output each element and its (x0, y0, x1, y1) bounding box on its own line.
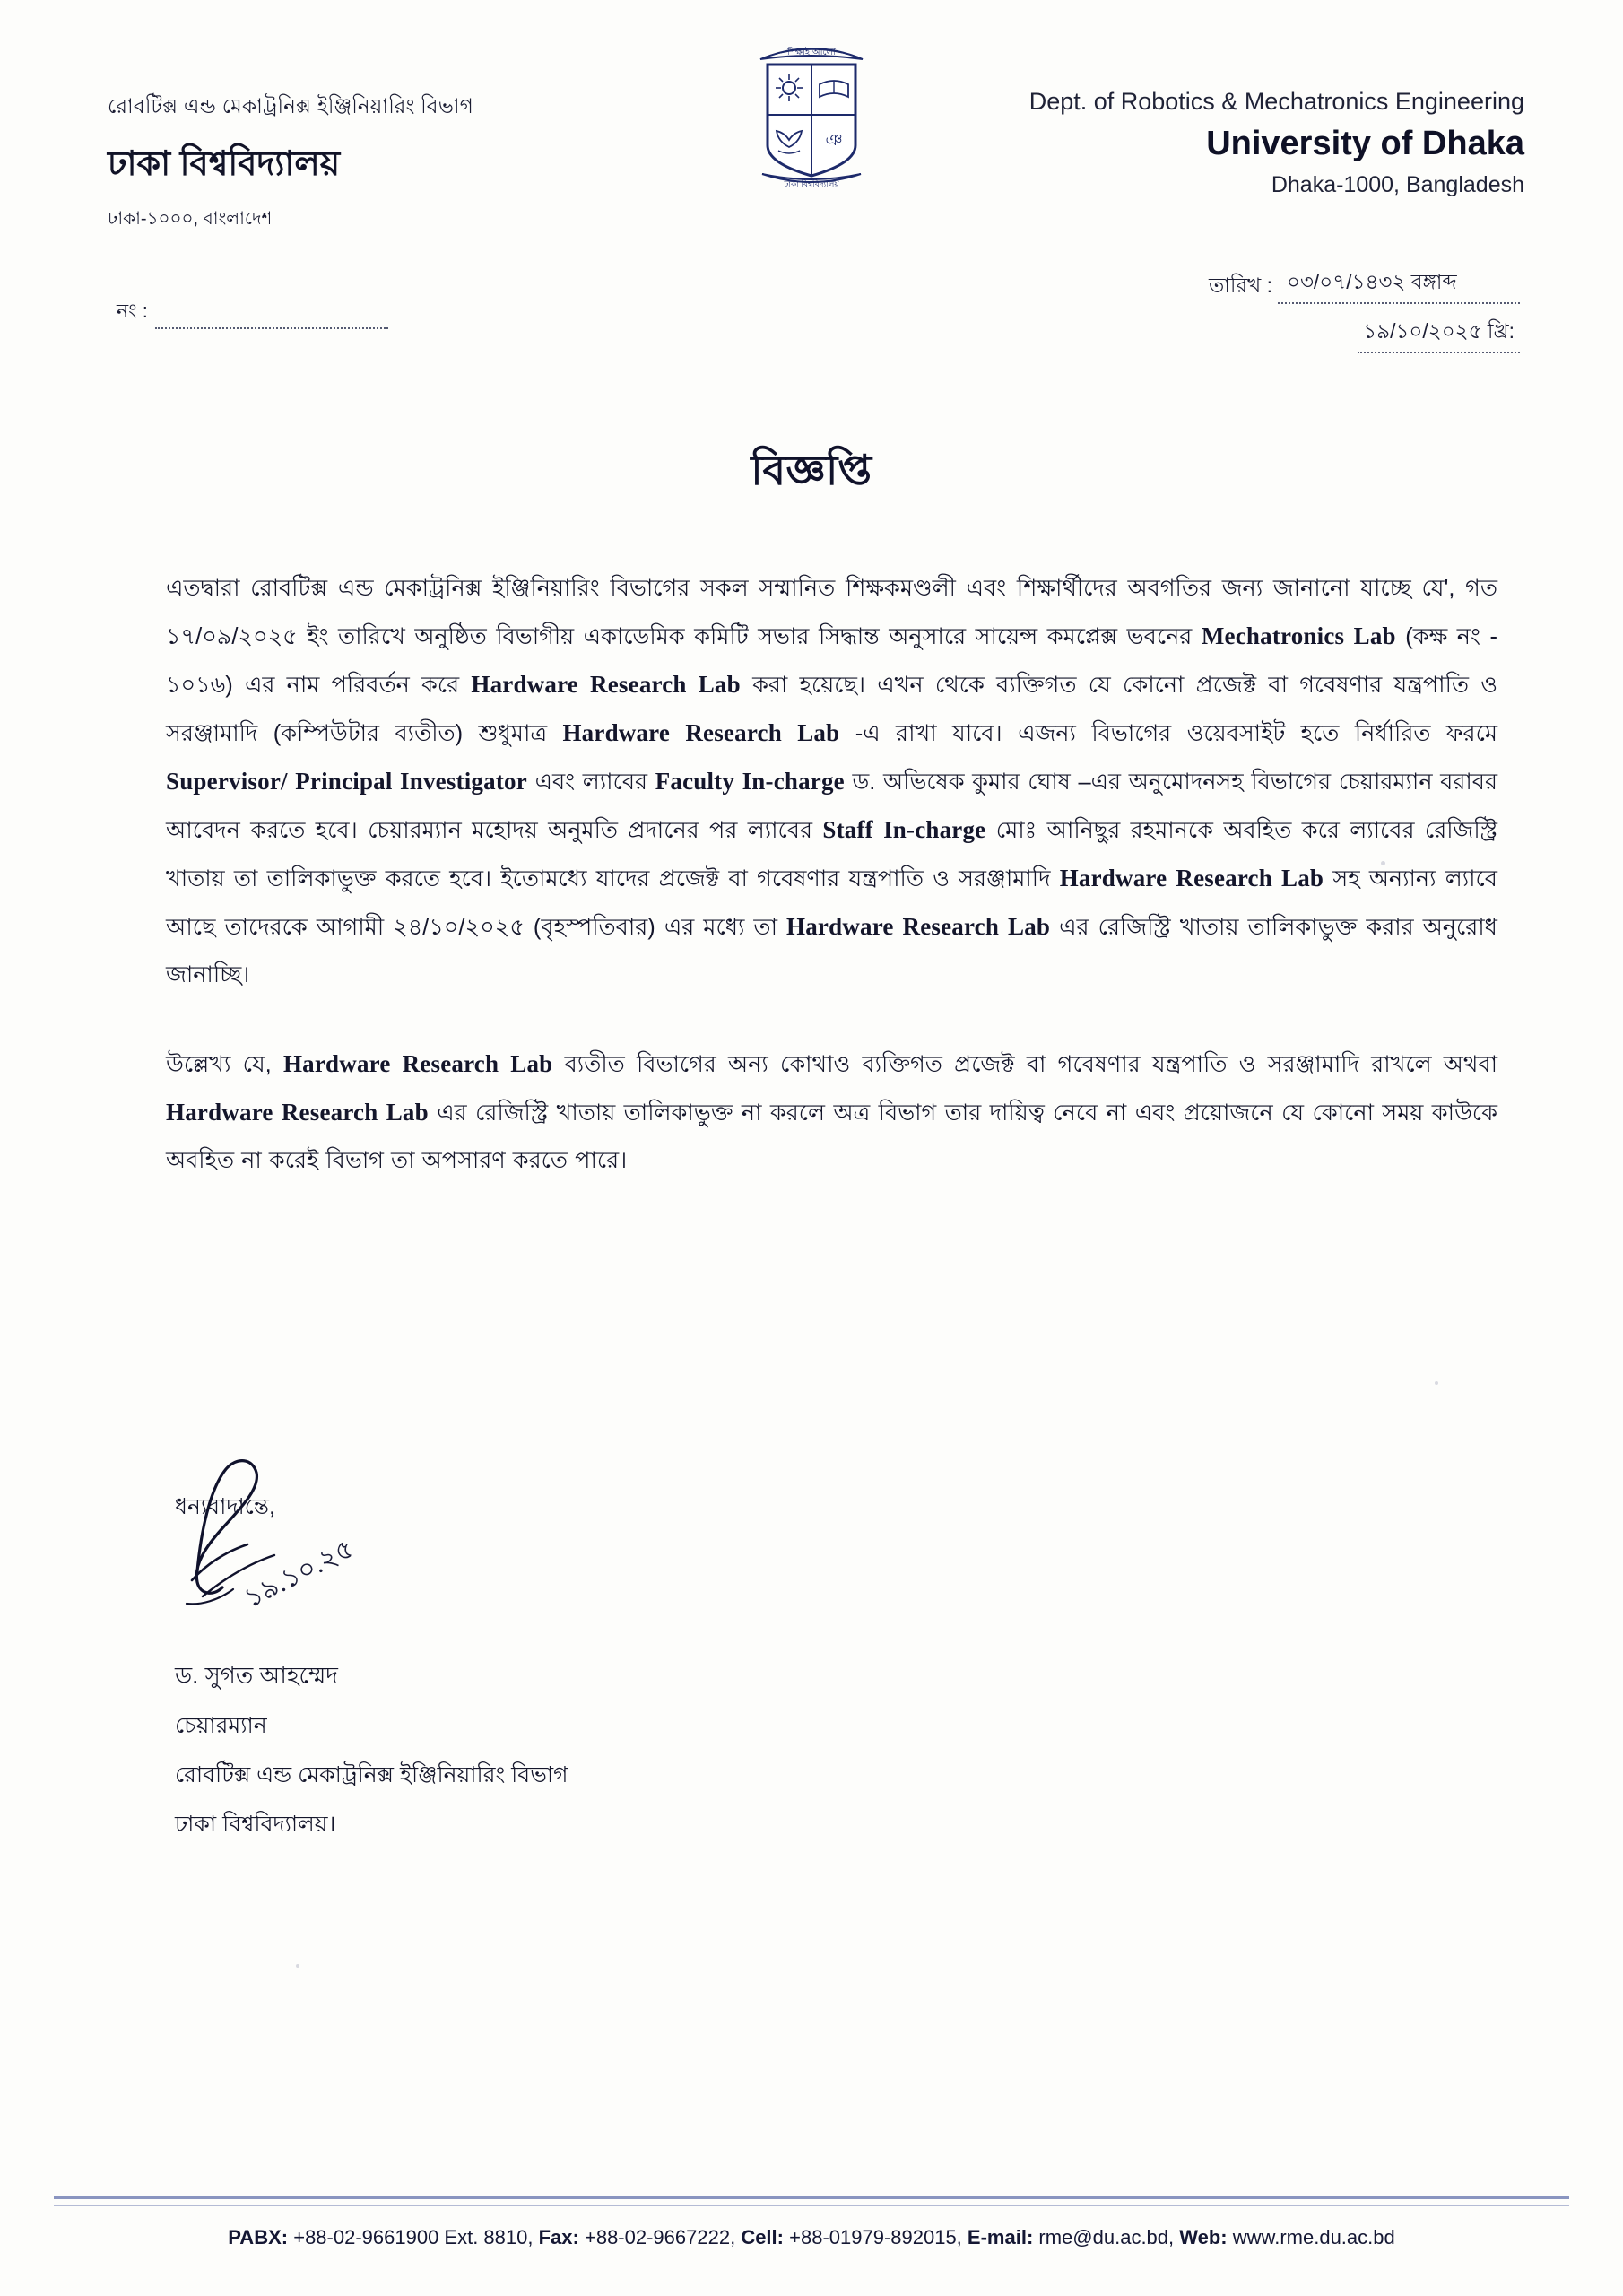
inline-text: উল্লেখ্য যে, (166, 1052, 283, 1077)
inline-text: এর রেজিস্ট্রি খাতায় তালিকাভুক্ত না করলে অত্র বিভাগ তার দায়িত্ব নেবে না এবং প্রয়োজনে যে কোনো সময় কাউকে অবহিত না করেই বিভাগ তা অপসারণ করতে পারে। (166, 1100, 1497, 1173)
signatory-name: ড. সুগত আহম্মেদ (175, 1662, 338, 1689)
date-field (1209, 265, 1520, 353)
cell-value: +88-01979-892015, (789, 2226, 962, 2248)
department-name-en: Dept. of Robotics & Mechatronics Engineering (1028, 88, 1524, 115)
inline-term: Hardware Research Lab (282, 1050, 553, 1077)
inline-term: Staff In-charge (822, 816, 986, 843)
inline-text: সহ অন্যান্য ল্যাবে আছে তাদেরকে আগামী ২৪/১০/২০২৫ (বৃহস্পতিবার) এর মধ্যে তা (166, 866, 1497, 940)
inline-text: মোঃ আনিছুর রহমানকে অবহিত করে ল্যাবের রেজিস্ট্রি খাতায় তা তালিকাভুক্ত করতে হবে। ইতোমধ্যে যাদের প্রজেক্ট বা গবেষণার যন্ত্রপাতি ও সরঞ্জামাদি (166, 818, 1497, 891)
pabx-label: PABX: (228, 2226, 289, 2248)
date-bangla-era: ০৩/০৭/১৪৩২ বঙ্গাব্দ (1278, 265, 1520, 304)
web-label: Web: (1179, 2226, 1228, 2248)
department-name-bn: রোবটিক্স এন্ড মেকাট্রনিক্স ইঞ্জিনিয়ারিং বিভাগ (108, 94, 473, 117)
footer-divider-secondary (54, 2205, 1569, 2206)
paragraph-1 (166, 565, 1497, 999)
inline-text: এবং ল্যাবের (526, 770, 655, 795)
address-bn: ঢাকা-১০০০, বাংলাদেশ (108, 209, 273, 229)
inline-text: ব্যতীত বিভাগের অন্য কোথাও ব্যক্তিগত প্রজেক্ট বা গবেষণার যন্ত্রপাতি ও সরঞ্জামাদি রাখলে অথবা (552, 1052, 1497, 1077)
university-crest-icon (744, 32, 879, 194)
pabx-value: +88-02-9661900 Ext. 8810, (293, 2226, 534, 2248)
inline-text: এর রেজিস্ট্রি খাতায় তালিকাভুক্ত করার অনুরোধ জানাচ্ছি। (166, 915, 1497, 987)
inline-text: করা হয়েছে। এখন থেকে ব্যক্তিগত যে কোনো প্রজেক্ট বা গবেষণার যন্ত্রপাতি ও সরঞ্জামাদি (কম্পিউটার ব্যতীত) শুধুমাত্র (166, 673, 1497, 746)
footer-divider (54, 2196, 1569, 2199)
signatory-role: চেয়ারম্যান (175, 1713, 267, 1738)
signature-block (175, 1489, 568, 1845)
scan-speck (1381, 861, 1385, 865)
inline-term: Supervisor/ Principal Investigator (166, 768, 527, 795)
svg-text:শিক্ষাই আলো: শিক্ষাই আলো (787, 48, 836, 57)
footer-contact (0, 2226, 1623, 2249)
paragraph-2 (166, 1040, 1497, 1185)
web-value: www.rme.du.ac.bd (1232, 2226, 1395, 2248)
fax-label: Fax: (538, 2226, 579, 2248)
reference-number-field (117, 296, 388, 329)
inline-term: Mechatronics Lab (1201, 622, 1396, 649)
email-label: E-mail: (967, 2226, 1034, 2248)
inline-term: Hardware Research Lab (1059, 865, 1324, 891)
scan-speck (1435, 1381, 1438, 1385)
signatory-department: রোবটিক্স এন্ড মেকাট্রনিক্স ইঞ্জিনিয়ারিং বিভাগ (175, 1762, 568, 1787)
svg-text:ঞ: ঞ (825, 131, 843, 149)
reference-number-value (155, 313, 388, 329)
inline-term: Faculty In-charge (655, 768, 845, 795)
inline-term: Hardware Research Lab (471, 671, 741, 698)
signatory-university: ঢাকা বিশ্ববিদ্যালয়। (175, 1812, 336, 1837)
inline-text: -এ রাখা যাবে। এজন্য বিভাগের ওয়েবসাইট হতে নির্ধারিত ফরমে (839, 721, 1497, 746)
inline-term: Hardware Research Lab (562, 719, 840, 746)
inline-term: Hardware Research Lab (166, 1099, 429, 1126)
signature-date: ১৯.১০.২৫ (239, 1533, 359, 1614)
address-en: Dhaka-1000, Bangladesh (1271, 172, 1524, 197)
university-name-bn: ঢাকা বিশ্ববিদ্যালয় (108, 145, 341, 183)
letterhead-bangla (108, 90, 681, 235)
notice-body (166, 565, 1497, 1226)
inline-text: এতদ্বারা রোবটিক্স এন্ড মেকাট্রনিক্স ইঞ্জিনিয়ারিং বিভাগের সকল সম্মানিত শিক্ষকমণ্ডলী এবং শিক্ষার্থীদের অবগতির জন্য জানানো যাচ্ছে যে', গত ১৭/০৯/২০২৫ ইং তারিখে অনুষ্ঠিত বিভাগীয় একাডেমিক কমিটি সভার সিদ্ধান্ত অনুসারে সায়েন্স কমপ্লেক্স ভবনের (166, 576, 1497, 649)
date-label: তারিখ : (1208, 274, 1272, 297)
cell-label: Cell: (741, 2226, 784, 2248)
university-name-en: University of Dhaka (1206, 125, 1524, 162)
page-title: বিজ্ঞপ্তি (751, 447, 872, 493)
svg-text:ঢাকা বিশ্ববিদ্যালয়: ঢাকা বিশ্ববিদ্যালয় (784, 179, 839, 188)
date-gregorian: ১৯/১০/২০২৫ খ্রি: (1358, 315, 1520, 353)
fax-value: +88-02-9667222, (584, 2226, 736, 2248)
letterhead-english (861, 88, 1524, 198)
email-value: rme@du.ac.bd, (1038, 2226, 1175, 2248)
reference-number-label: নং : (117, 300, 148, 322)
scan-speck (296, 1964, 299, 1968)
inline-term: Hardware Research Lab (786, 913, 1051, 940)
inline-text: ড. অভিষেক কুমার ঘোষ –এর অনুমোদনসহ বিভাগের চেয়ারম্যান বরাবর আবেদন করতে হবে। চেয়ারম্যান মহোদয় অনুমতি প্রদানের পর ল্যাবের (166, 770, 1498, 843)
inline-text: (কক্ষ নং - ১০১৬) এর নাম পরিবর্তন করে (166, 624, 1498, 698)
closing-salutation: ধন্যবাদান্তে, (175, 1494, 275, 1519)
